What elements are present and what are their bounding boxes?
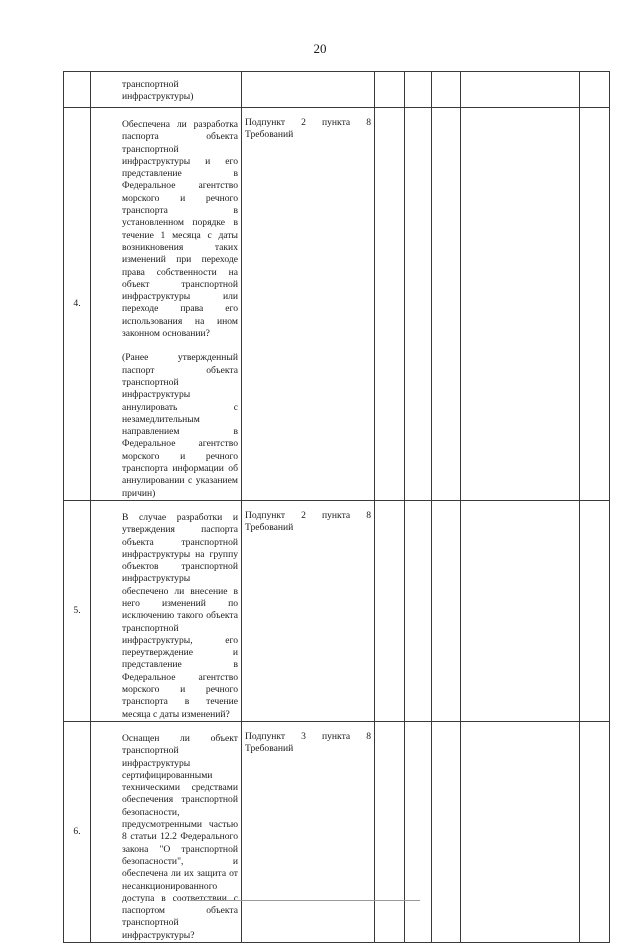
page-number: 20 (313, 41, 327, 56)
notes-cell (580, 72, 610, 108)
question-text: транспортной инфраструктуры) (122, 79, 194, 103)
question-cell (91, 721, 242, 942)
row-number-cell: 4. (64, 108, 91, 501)
details-cell (461, 108, 580, 501)
answer-yes-cell (375, 500, 405, 721)
answer-no-cell (405, 72, 432, 108)
answer-yes-cell (375, 72, 405, 108)
reference-cell (242, 108, 375, 501)
reference-cell (242, 72, 375, 108)
reference-cell (242, 500, 375, 721)
answer-na-cell (432, 721, 461, 942)
reference-line-1: Подпункт 3 пункта 8 (245, 730, 371, 742)
table-row-continuation (64, 72, 610, 108)
reference-line-2: Требований (245, 522, 294, 534)
reference-line-1: Подпункт 2 пункта 8 (245, 509, 371, 521)
reference-line-1: Подпункт 2 пункта 8 (245, 117, 371, 128)
answer-no-cell (405, 721, 432, 942)
question-cell (91, 500, 242, 721)
question-cell (91, 108, 242, 501)
details-cell (461, 72, 580, 108)
table-row-6 (64, 721, 610, 942)
row-number-cell: 5. (64, 500, 91, 721)
answer-na-cell (432, 108, 461, 501)
answer-no-cell (405, 108, 432, 501)
reference-cell (242, 721, 375, 942)
question-text: Оснащен ли объект транспортной инфраструктуры сертифицированными техническими средствами обеспечения транспортной безопасности, предусмотренными частью 8 статьи 12.2 Федерального закона "О транспортной безопасности", и обеспечена ли их защита от несанкционированного доступа в соответствии с паспортом объекта транспортной инфраструктуры? (122, 732, 238, 941)
answer-na-cell (432, 72, 461, 108)
question-cell (91, 72, 242, 108)
question-text: Обеспечена ли разработка паспорта объекта транспортной инфраструктуры и его представление в Федеральное агентство морского и речного транспорта в установленном порядке в течение 1 месяца с даты возникновения таких изменений при переходе права собственности на объект транспортной инфраструктуры или переходе права его использования на ином законном основании? (122, 119, 238, 340)
question-text: В случае разработки и утверждения паспорта объекта транспортной инфраструктуры на группу объектов транспортной инфраструктуры обеспечено ли внесение в него изменений по исключению такого объекта транспортной инфраструктуры, его переутверждение и представление в Федеральное агентство морского и речного транспорта в течение месяца с даты изменений? (122, 511, 238, 720)
row-number-cell: 6. (64, 721, 91, 942)
notes-cell (580, 721, 610, 942)
bottom-divider (190, 900, 420, 901)
question-note: (Ранее утвержденный паспорт объекта транспортной инфраструктуры аннулировать с незамедлительным направлением в Федеральное агентство морского и речного транспорта информации об аннулировании с указанием причин) (122, 352, 238, 499)
reference-line-2: Требований (245, 743, 294, 755)
answer-no-cell (405, 500, 432, 721)
answer-yes-cell (375, 721, 405, 942)
answer-yes-cell (375, 108, 405, 501)
details-cell (461, 721, 580, 942)
checklist-table (63, 71, 610, 943)
details-cell (461, 500, 580, 721)
table-row-5 (64, 500, 610, 721)
row-number-cell (64, 72, 91, 108)
reference-line-2: Требований (245, 129, 294, 141)
notes-cell (580, 500, 610, 721)
notes-cell (580, 108, 610, 501)
table-row-4 (64, 108, 610, 501)
answer-na-cell (432, 500, 461, 721)
